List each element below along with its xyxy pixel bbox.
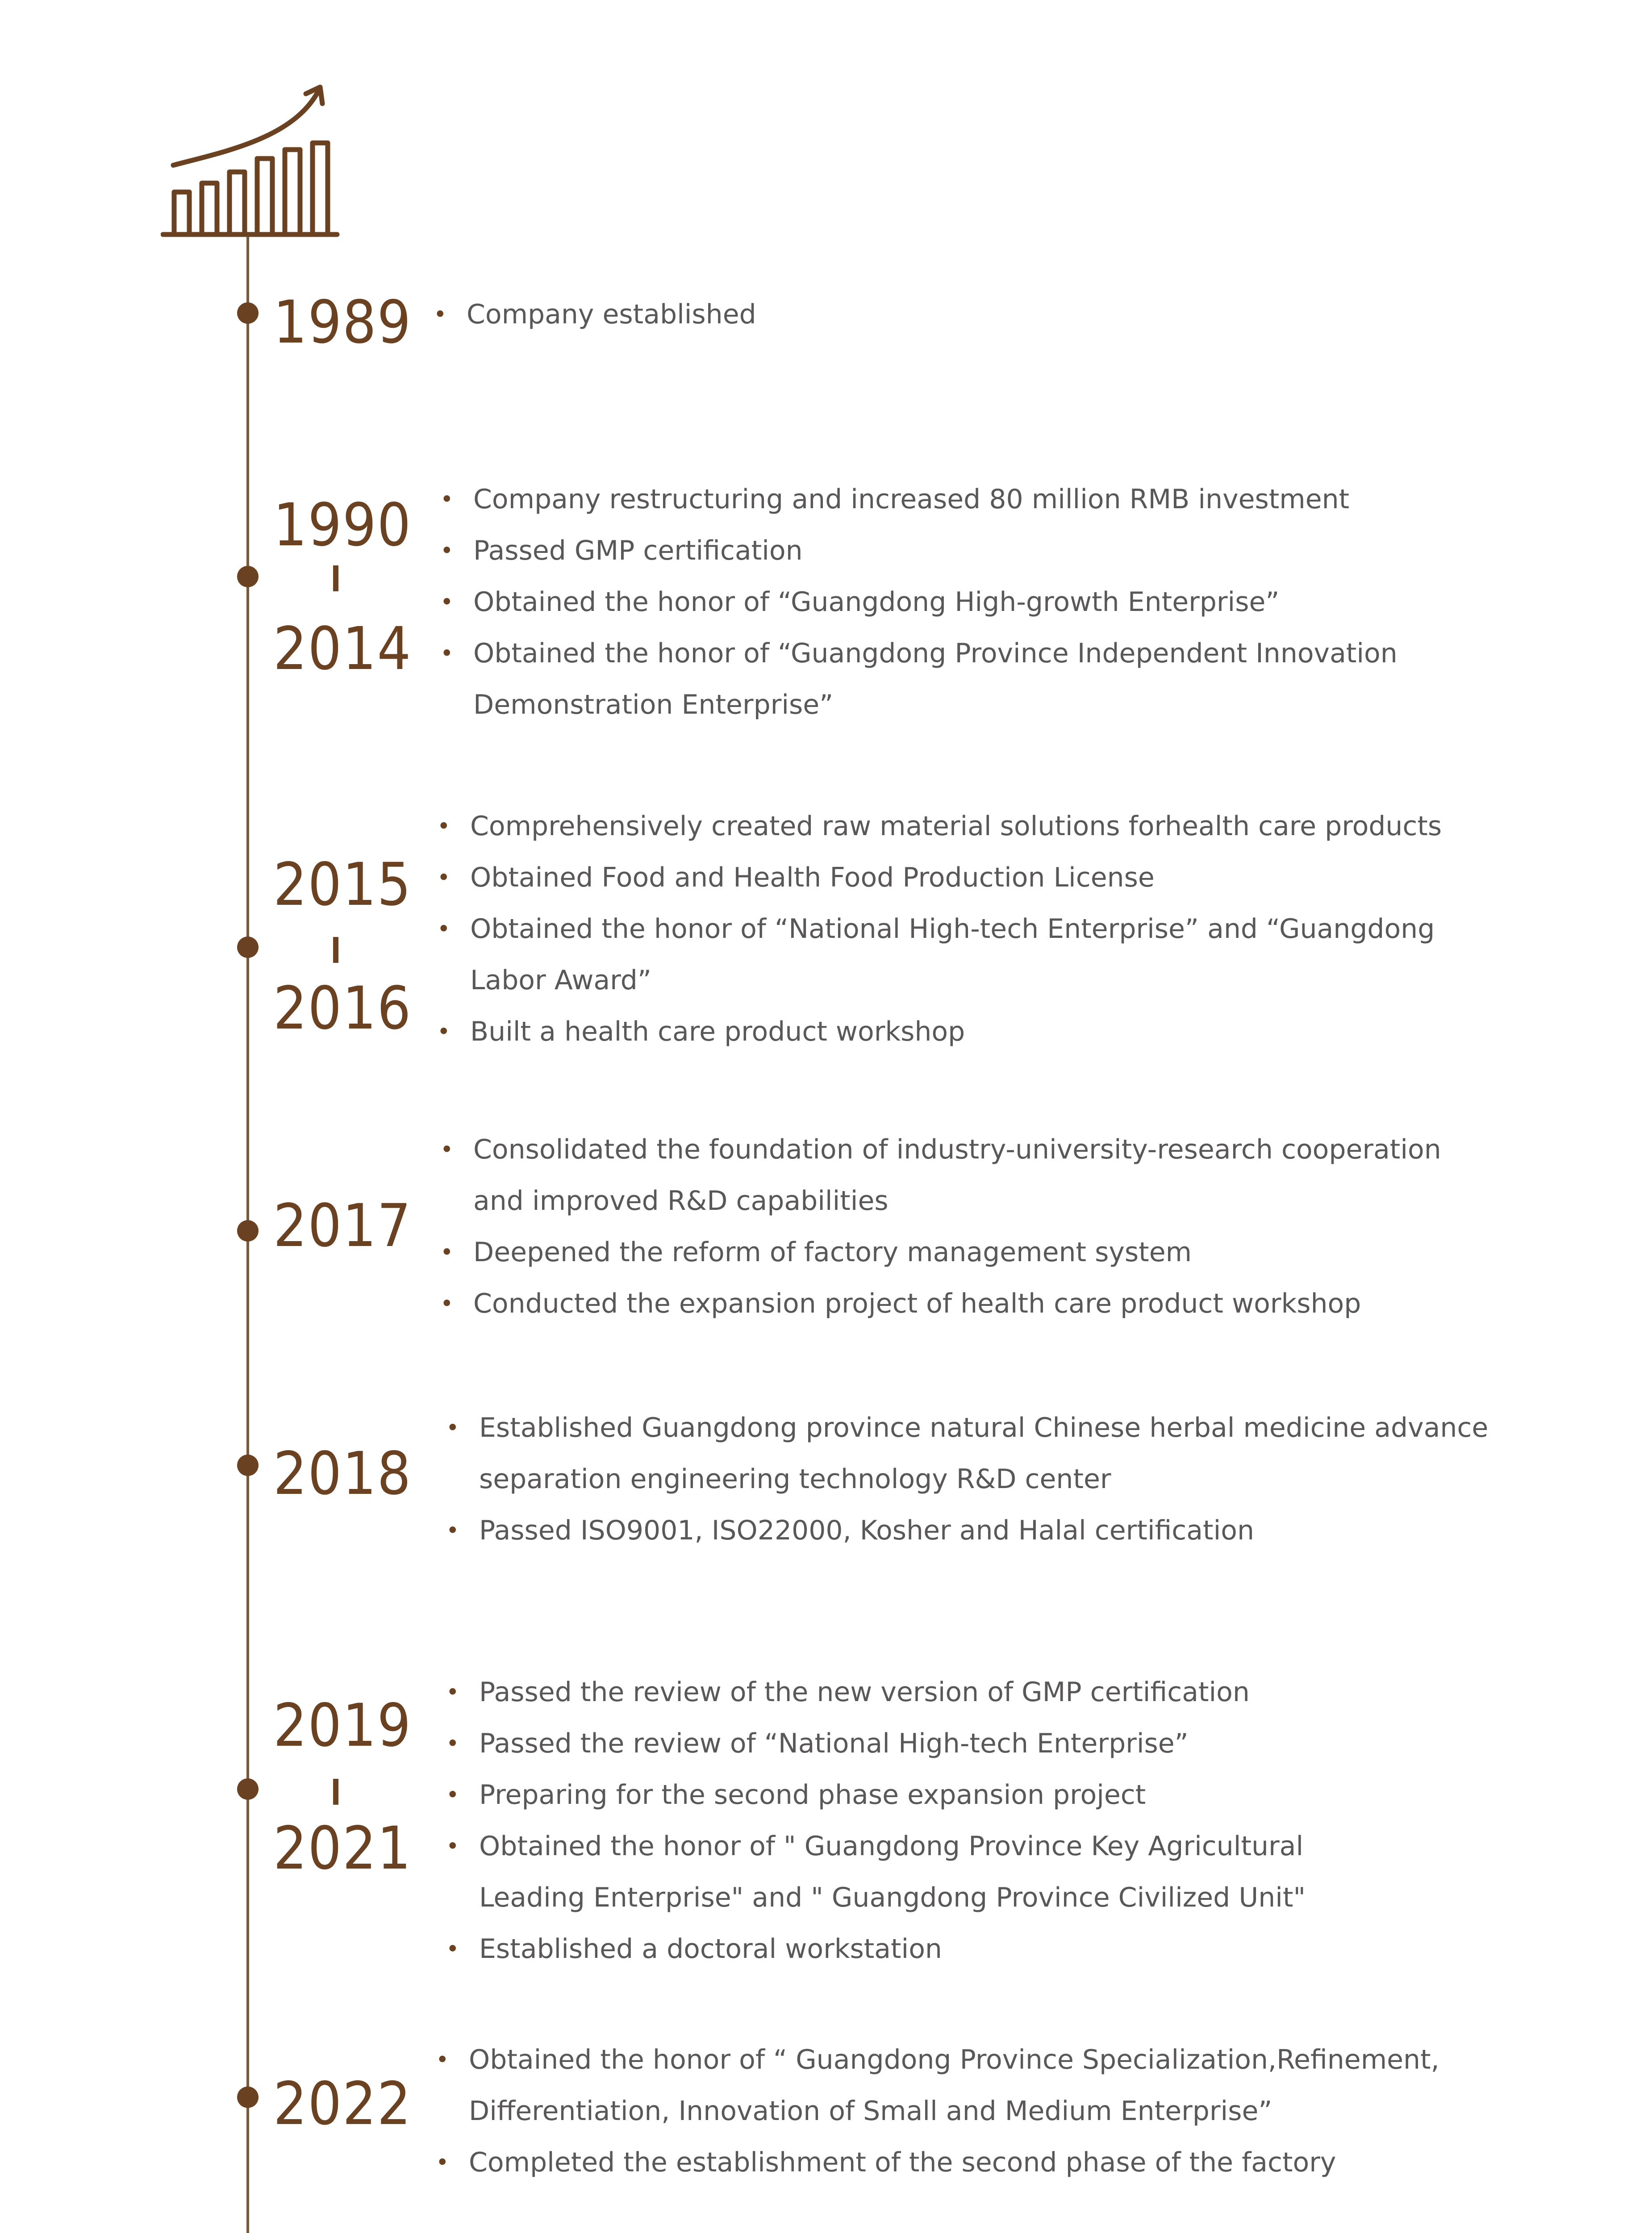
milestone-item: • Passed ISO9001, ISO22000, Kosher and Halal certification [446,1515,1254,1546]
milestone-item: • Company restructuring and increased 80 million RMB investment [440,484,1350,515]
timeline-dot [237,937,259,958]
growth-chart-icon [161,76,348,241]
milestone-item: • Company established [434,299,756,330]
timeline-dot [237,2087,259,2108]
milestone-item: • Established a doctoral workstation [446,1933,942,1965]
milestone-list [440,474,1398,731]
year-label: 2022 [273,2070,412,2138]
milestone-list [440,1124,1441,1330]
milestone-item: • Obtained the honor of “Guangdong High-growth Enterprise” [440,586,1280,618]
timeline-dot [237,1455,259,1476]
year-label: 2019 [273,1691,412,1760]
milestone-item: • Obtained Food and Health Food Production License [437,862,1155,893]
timeline-dot [237,1220,259,1242]
year-label: 1990 [273,491,412,560]
year-label: 1989 [273,288,412,357]
year-label: 2015 [273,850,412,919]
milestone-list [434,289,756,340]
milestone-list [436,2034,1439,2188]
year-range-dash [333,565,338,591]
year-label: 2017 [273,1192,412,1260]
milestone-item: • Comprehensively created raw material solutions forhealth care products [437,811,1442,842]
milestone-item: • Conducted the expansion project of health care product workshop [440,1288,1361,1319]
year-range-dash [333,1779,338,1805]
year-label: 2016 [273,974,412,1043]
milestone-item: • Established Guangdong province natural Chinese herbal medicine advance separation engineering technology R&D center [446,1412,1489,1495]
timeline-dot [237,1778,259,1800]
milestone-item: • Obtained the honor of " Guangdong Province Key Agricultural Leading Enterprise" and " Guangdong Province Civilized Unit" [446,1831,1306,1913]
year-range-dash [333,937,338,963]
timeline-dot [237,302,259,324]
milestone-list [446,1402,1489,1556]
milestone-item: • Passed the review of “National High-tech Enterprise” [446,1728,1189,1759]
milestone-item: • Consolidated the foundation of industry-university-research cooperation and improved R&D capabilities [440,1134,1441,1217]
milestone-item: • Deepened the reform of factory management system [440,1237,1192,1268]
milestone-list [446,1667,1306,1975]
milestone-item: • Preparing for the second phase expansion project [446,1779,1146,1811]
milestone-item: • Completed the establishment of the second phase of the factory [436,2147,1336,2178]
year-label: 2014 [273,615,412,683]
milestone-item: • Obtained the honor of “Guangdong Province Independent Innovation Demonstration Enterprise” [440,638,1398,720]
year-label: 2021 [273,1814,412,1883]
milestone-item: • Built a health care product workshop [437,1016,965,1047]
milestone-list [437,801,1442,1058]
milestone-item: • Passed the review of the new version of GMP certification [446,1677,1250,1708]
timeline-dot [237,566,259,587]
milestone-item: • Passed GMP certification [440,535,803,566]
year-label: 2018 [273,1439,412,1508]
milestone-item: • Obtained the honor of “ Guangdong Province Specialization,Refinement, Differentiation, Innovation of Small and Medium Enterprise” [436,2044,1439,2127]
milestone-item: • Obtained the honor of “National High-tech Enterprise” and “Guangdong Labor Award” [437,913,1435,996]
